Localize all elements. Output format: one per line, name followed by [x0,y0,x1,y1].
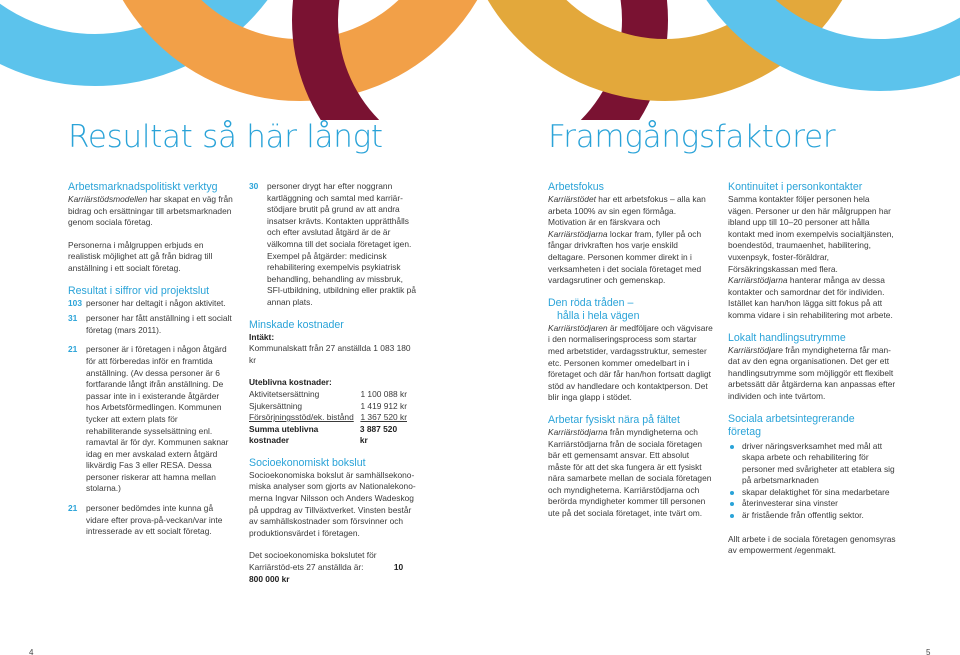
heading-arbetsmarknad: Arbetsmarknadspolitiskt verktyg [68,181,218,193]
paragraph-kontinuitet [728,194,896,322]
paragraph-malgrupp: Personerna i målgruppen erbjuds en realistisk möjlighet att gå från bidrag till anställning i ett socialt företag. [68,239,213,273]
cost-sum-value: 3 887 520 kr [359,423,398,446]
right-page-title: Framgångsfaktorer [548,119,836,155]
heading-roda-traden [548,297,713,323]
page-number-right: 5 [926,648,931,655]
column-factors-right [728,181,896,557]
result-item [68,313,233,336]
bokslut-value: 10 800 000 kr [249,562,404,584]
result-text: personer drygt har efter noggrann kartläggning och samtal med karriär-stödjare brutit på grund av att andra insatser krävts. Kontakten upprätthålls och efter avslutad åtgärd är de är välkomna till det sociala företaget igen. Exempel på åtgärder: medicinsk rehabilitering exempelvis psykiatrisk behandling, behandling av missbruk, SFI-utbildning, utbildning eller praktik på annan plats. [267,181,416,307]
cost-row [249,401,407,413]
cost-sum-label: Summa uteblivna kostnader [249,423,319,446]
result-text: personer bedömdes inte kunna gå vidare efter prova-på-veckan/var inte intresserade av ett socialt företag. [86,503,223,537]
list-item: driver näringsverksamhet med mål att skapa arbete och rehabilitering för personer med svårigheter att etablera sig på arbetsmarknaden [728,441,896,487]
result-number: 30 [249,181,259,191]
result-number: 31 [68,313,78,324]
heading-socioekonomiskt: Socioekonomiskt bokslut [249,456,366,469]
cost-label: Sjukersättning [249,400,303,411]
paragraph-roda-traden [548,323,713,404]
heading-arbetsfokus: Arbetsfokus [548,181,604,193]
income-text: Kommunalskatt från 27 anställda 1 083 180 kr [249,343,411,365]
heading-roda-traden-line1: Den röda tråden – [548,296,634,309]
result-item [249,181,417,309]
result-number: 21 [68,344,78,355]
em-karriarstodsmodellen: Karriärstödsmodellen [68,194,148,204]
income-label: Intäkt: [249,331,275,342]
paragraph-empowerment: Allt arbete i de sociala företagen genomsyras av empowerment /egenmakt. [728,533,896,556]
result-text: personer har fått anställning i ett socialt företag (mars 2011). [86,313,232,335]
cost-sum-row [249,424,407,447]
em-karriarstodet: Karriärstödet [548,194,596,204]
list-item: är fristående från offentlig sektor. [728,510,896,522]
heading-handlingsutrymme: Lokalt handlingsutrymme [728,331,846,344]
cost-label: Försörjningsstöd/ek. bistånd [249,412,354,423]
text-handlingsutrymme: från myndigheterna får man-dat av den egna organisationen. Det ger ett handlingsutrymme som möjliggör ett flexibelt arbetssätt där åtgärderna kan anpassas efter individen och inte tvärtom. [728,344,896,401]
arc-graphic [0,0,960,120]
page-number-left: 4 [29,648,34,655]
left-page-title: Resultat så här långt [68,119,383,155]
heading-roda-traden-line2: hålla i hela vägen [557,309,640,322]
result-number: 21 [68,503,78,514]
heading-sociala-foretag-line1: Sociala arbetsintegrerande [728,412,855,425]
paragraph-bokslut-result [249,550,417,585]
paragraph-arbetsfokus [548,194,713,287]
heading-resultat-siffror: Resultat i siffror vid projektslut [68,284,210,297]
cost-row [249,412,407,424]
cost-value: 1 100 088 kr [360,388,407,399]
result-number: 103 [68,297,82,308]
em-karriarstodjarna: Karriärstödjarna [548,228,608,239]
paragraph-verktyg [68,194,233,229]
column-results-left [68,181,233,546]
heading-faltet: Arbetar fysiskt nära på fältet [548,413,680,426]
cost-label: Aktivitetsersättning [249,388,320,399]
result-item [68,298,233,310]
bokslut-text: Det socioekonomiska bokslutet för Karriärstöd-ets 27 anställda är: [249,550,377,573]
text-kontinuitet-a: Samma kontakter följer personen hela vägen. Personer ur den här målgruppen har ibland upp till 10–20 personer att hålla kontakt med inom exempelvis socialtjänsten, boendestöd, traumaenhet, habilitering, vuxenpsyk, foster-föräldrar, Försäkringskassan med flera. [728,194,894,274]
paragraph-faltet [548,427,713,520]
heading-minskade-kostnader: Minskade kostnader [249,318,344,331]
result-text: personer har deltagit i någon aktivitet. [86,297,226,308]
result-item [68,503,233,538]
list-item: återinvesterar sina vinster [728,498,896,510]
heading-sociala-foretag [728,413,896,439]
em-karriarstodjarna: Karriärstödjarna [728,275,788,286]
list-item: skapar delaktighet för sina medarbetare [728,487,896,499]
result-text: personer är i företagen i någon åtgärd för att förberedas inför en framtida anställning. (Av dessa personer är 6 fortfarande långt ifrån anställning. De passar inte in i existerande åtgärder hos Arbetsförmedlingen. Kommunen tycker att extern plats för rehabiliterande sysselsättning enl. ramavtal är för dyr. Kommunen saknar idag en mer avskalad extern åtgärd likvärdig Fas 3 eller RESA. Dessa personer riskerar att hamna mellan stolarna.) [86,344,229,494]
decorative-arcs-banner [0,0,960,120]
column-factors-left [548,181,713,520]
heading-kontinuitet: Kontinuitet i personkontakter [728,181,863,193]
text-arbetsfokus-a: har ett arbetsfokus – alla kan arbeta 100% av sin egen förmåga. Motivation är en färskvara och [548,194,706,228]
text-verktyg-rest: har skapat en väg från bidrag och ersättningar till arbetsmarknaden genom sociala företag. [68,194,233,228]
text-roda-traden: är medföljare och vägvisare i den normaliseringsprocess som startar med arbetstider, vardagsstruktur, semester etc. Personen kommer omedelbart in i företaget och där får han/hon fortsatt dagligt stöd av handledare och kontaktperson. Det blir inga glapp i stödet. [548,322,713,403]
em-karriarstodjaren: Karriärstödjaren [548,322,608,333]
text-arbetsfokus-b: lockar fram, fyller på och fångar drivkraften hos varje enskild deltagare. Personen kommer direkt in i verksamheten i det sociala företaget med vardagsrutiner och gemenskap. [548,228,702,286]
lost-costs-label: Uteblivna kostnader: [249,377,332,388]
result-item [68,344,233,495]
bullet-list [728,441,896,522]
cost-row [249,389,407,401]
em-karriarstodjarna: Karriärstödjarna [548,426,608,437]
em-karriarstodjare: Karriärstödjare [728,344,783,355]
cost-value: 1 419 912 kr [360,400,407,411]
paragraph-bokslut: Socioekonomiska bokslut är samhällsekono-miska analyser som gjorts av Nationalekono-merna Ingvar Nilsson och Anders Wadeskog på uppdrag av Tillväxtverket. Vinsten består av samhällskostnader som försvinner och produktionsvärdet i företagen. [249,469,416,538]
column-results-right [249,181,417,585]
cost-value: 1 367 520 kr [360,412,407,423]
paragraph-handlingsutrymme [728,345,896,403]
text-faltet: från myndigheterna och Karriärstödjarna från de sociala företagen bär ett gemensamt ansvar. Ett absolut måste för att det ska fungera är ett fysiskt nära samarbete mellan de sociala företagen och myndigheterna. Karriärstödjarna och berörda myndigheter kommer till personen ute på det sociala företaget, inte tvärt om. [548,426,712,519]
text-kontinuitet-b: hanterar många av dessa kontakter och samordnar det för individen. Istället kan han/hon lägga sitt fokus på att komma vidare i sin rehabilitering mot arbete. [728,275,893,320]
heading-sociala-foretag-line2: företag [728,425,761,438]
